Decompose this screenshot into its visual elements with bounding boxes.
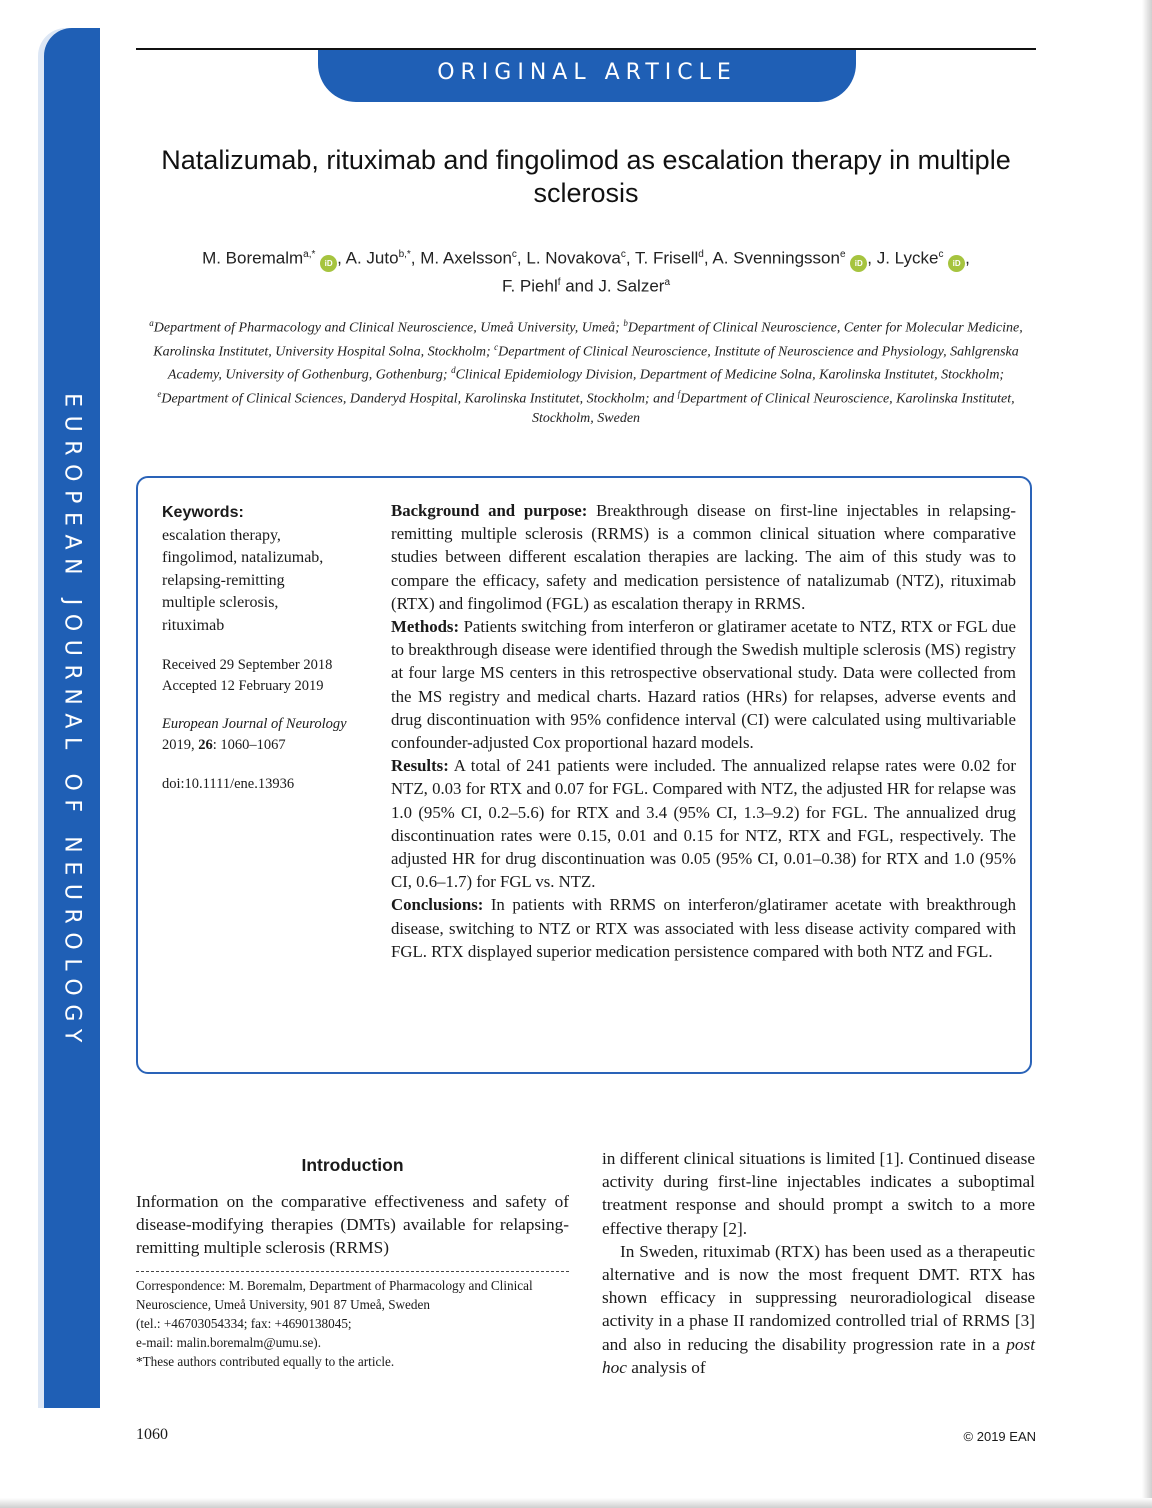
author-affiliation-mark: a (664, 276, 671, 288)
intro-paragraph-1-cont: in different clinical situations is limited [1]. Continued disease activity during first-line injectables indicates a suboptimal treatment response and should prompt a switch to a more effective therapy [2]. (602, 1149, 1035, 1238)
abstract-section-conclusions (391, 893, 1016, 963)
journal-name: EUROPEAN JOURNAL OF NEUROLOGY (59, 393, 85, 1051)
abstract-section-methods (391, 615, 1016, 754)
keywords-heading: Keywords: (162, 504, 244, 521)
abstract-body: Patients switching from interferon or glatiramer acetate to NTZ, RTX or FGL due to breakthrough disease were identified through the Swedish multiple sclerosis (MS) registry at four large MS centers in this retrospective observational study. Data were collected from the MS registry and medical charts. Hazard ratios (HRs) for relapses, adverse events and drug discontinuation with 95% confidence interval (CI) were calculated using multivariable confounder-adjusted Cox proportional hazard models. (391, 617, 1016, 753)
author-affiliation-mark: c (938, 249, 944, 260)
correspondence-footnote (136, 1276, 569, 1372)
affiliation-text: Department of Pharmacology and Clinical Neuroscience, Umeå University, Umeå; (153, 320, 624, 336)
affiliation-text: Department of Clinical Neuroscience, Institute of Neuroscience and Physiology, Sahlgrenska Academy, University of Gothenburg, Gothenburg; (167, 344, 1019, 383)
author: J. Salzer (598, 276, 665, 296)
article-title: Natalizumab, rituximab and fingolimod as escalation therapy in multiple sclerosis (161, 145, 1011, 208)
affiliation-mark: c (494, 341, 499, 352)
affiliation-text: Department of Clinical Neuroscience, Center for Molecular Medicine, Karolinska Institutet, University Hospital Solna, Stockholm; (153, 320, 1023, 360)
affiliation-mark: f (677, 388, 681, 399)
abstract-label: Background and purpose: (391, 501, 588, 520)
author-separator: , (410, 248, 421, 268)
keywords-list (162, 525, 367, 638)
author-separator: , (337, 248, 346, 268)
correspondence-line: (tel.: +46703054334; fax: +4690138045; (136, 1316, 352, 1332)
article-type-banner: ORIGINAL ARTICLE (318, 50, 856, 102)
author-affiliation-mark: d (698, 249, 704, 260)
abstract-body: Breakthrough disease on first-line injectables in relapsing-remitting multiple sclerosis (RRMS) is a common clinical situation where comparative studies between different escalation therapies are lacking. The aim of this study was to compare the efficacy, safety and medication persistence of natalizumab (NTZ), rituximab (RTX) and fingolimod (FGL) as escalation therapy in RRMS. (391, 501, 1016, 613)
correspondence-email: e-mail: malin.boremalm@umu.se). (136, 1335, 321, 1351)
author-separator: , (703, 248, 713, 268)
affiliations (136, 314, 1036, 428)
page-number: 1060 (136, 1426, 168, 1443)
affiliation-mark: b (623, 318, 628, 328)
received-date: Received 29 September 2018 (162, 657, 333, 673)
abstract-label: Results: (391, 756, 449, 776)
journal-citation (162, 714, 367, 755)
affiliation-text: Department of Clinical Sciences, Danderyd Hospital, Karolinska Institutet, Stockholm; and (161, 391, 678, 407)
doi: doi:10.1111/ene.13936 (162, 776, 295, 792)
abstract-body: In patients with RRMS on interferon/glatiramer acetate with breakthrough disease, switching to NTZ or RTX was associated with less disease activity compared with FGL. RTX displayed superior medication persistence compared with both NTZ and FGL. (391, 895, 1016, 961)
abstract-body: A total of 241 patients were included. The annualized relapse rates were 0.02 for NTZ, 0.03 for RTX and 0.07 for FGL. Compared with NTZ, the adjusted HR for relapse was 1.0 (95% CI, 0.2–5.6) for RTX and 3.4 (95% CI, 1.3–9.2) for FGL. The annualized drug discontinuation rates were 0.15, 0.01 and 0.15 for NTZ, RTX and FGL, respectively. The adjusted HR for drug discontinuation was 0.05 (95% CI, 0.01–0.38) for RTX and 1.0 (95% CI, 0.6–1.7) for FGL vs. NTZ. (391, 756, 1016, 892)
citation-journal: European Journal of Neurology (162, 716, 347, 732)
author: J. Lycke (876, 248, 939, 268)
orcid-icon[interactable]: iD (850, 255, 867, 272)
author: M. Boremalm (202, 248, 304, 268)
abstract-section-results (391, 754, 1016, 893)
author: T. Frisell (635, 248, 699, 268)
abstract-section-background (391, 499, 1016, 615)
orcid-icon[interactable]: iD (320, 255, 337, 272)
keyword-line: escalation therapy, (162, 526, 281, 544)
intro-paragraph-1: Information on the comparative effectiveness and safety of disease-modifying therapies (DMTs) available for relapsing-remitting multiple sclerosis (RRMS) (136, 1192, 569, 1258)
abstract-label: Conclusions: (391, 895, 484, 915)
page-bottom-shadow (0, 1498, 1152, 1508)
author-separator: , (625, 248, 635, 268)
left-column (136, 1155, 569, 1372)
citation-pages: : 1060–1067 (212, 736, 286, 753)
author-separator: and (560, 276, 599, 296)
affiliation-mark: a (149, 318, 154, 328)
citation-year: 2019, (162, 736, 199, 753)
author: A. Svenningsson (712, 248, 840, 268)
abstract-label: Methods: (391, 617, 460, 637)
author-affiliation-mark: f (557, 276, 561, 288)
paragraph-text: analysis of (626, 1357, 706, 1377)
author-list (136, 244, 1036, 296)
author-separator: , (867, 248, 877, 268)
author-affiliation-mark: b,* (398, 249, 411, 260)
affiliation-text: Department of Clinical Neuroscience, Karolinska Institutet, Stockholm, Sweden (531, 391, 1015, 426)
equal-contribution-note: *These authors contributed equally to the article. (136, 1354, 395, 1370)
abstract-box (136, 476, 1032, 1074)
author-separator: , (516, 248, 527, 268)
copyright: © 2019 EAN (963, 1429, 1036, 1444)
abstract-text (391, 499, 1016, 963)
author: A. Juto (345, 248, 399, 268)
keyword-line: multiple sclerosis, (162, 594, 279, 611)
affiliation-mark: e (157, 388, 162, 399)
keyword-line: rituximab (162, 616, 225, 634)
keyword-line: fingolimod, natalizumab, (162, 549, 324, 566)
affiliation-mark: d (451, 365, 456, 376)
author-affiliation-mark: a,* (303, 249, 316, 260)
author: F. Piehl (501, 276, 558, 296)
page-edge-shadow (1142, 0, 1152, 1508)
affiliation-text: Clinical Epidemiology Division, Department of Medicine Solna, Karolinska Institutet, Stockholm; (455, 367, 1005, 383)
intro-paragraph-2 (602, 1240, 1035, 1379)
keyword-line: relapsing-remitting (162, 571, 285, 589)
author-affiliation-mark: c (511, 249, 517, 260)
author: L. Novakova (526, 248, 621, 268)
right-column (602, 1147, 1035, 1379)
accepted-date: Accepted 12 February 2019 (162, 677, 324, 694)
author-separator: , (965, 248, 970, 268)
footnote-divider (136, 1271, 569, 1272)
author-affiliation-mark: e (839, 249, 846, 260)
section-heading-introduction: Introduction (301, 1155, 404, 1175)
paragraph-emphasis: post hoc (602, 1334, 1035, 1377)
article-meta (162, 502, 367, 796)
paragraph-text: In Sweden, rituximab (RTX) has been used as a therapeutic alternative and is now the most frequent DMT. RTX has shown efficacy in suppressing neuroradiological disease activity in a phase II randomized controlled trial of RRMS [3] and also in reducing the disability progression rate in a (602, 1241, 1035, 1354)
correspondence-line: Correspondence: M. Boremalm, Department of Pharmacology and Clinical Neuroscience, Umeå University, 901 87 Umeå, Sweden (136, 1277, 533, 1312)
orcid-icon[interactable]: iD (948, 255, 965, 272)
article-dates (162, 655, 367, 696)
author-affiliation-mark: c (620, 249, 626, 260)
citation-volume: 26 (198, 736, 213, 753)
author: M. Axelsson (420, 248, 512, 268)
